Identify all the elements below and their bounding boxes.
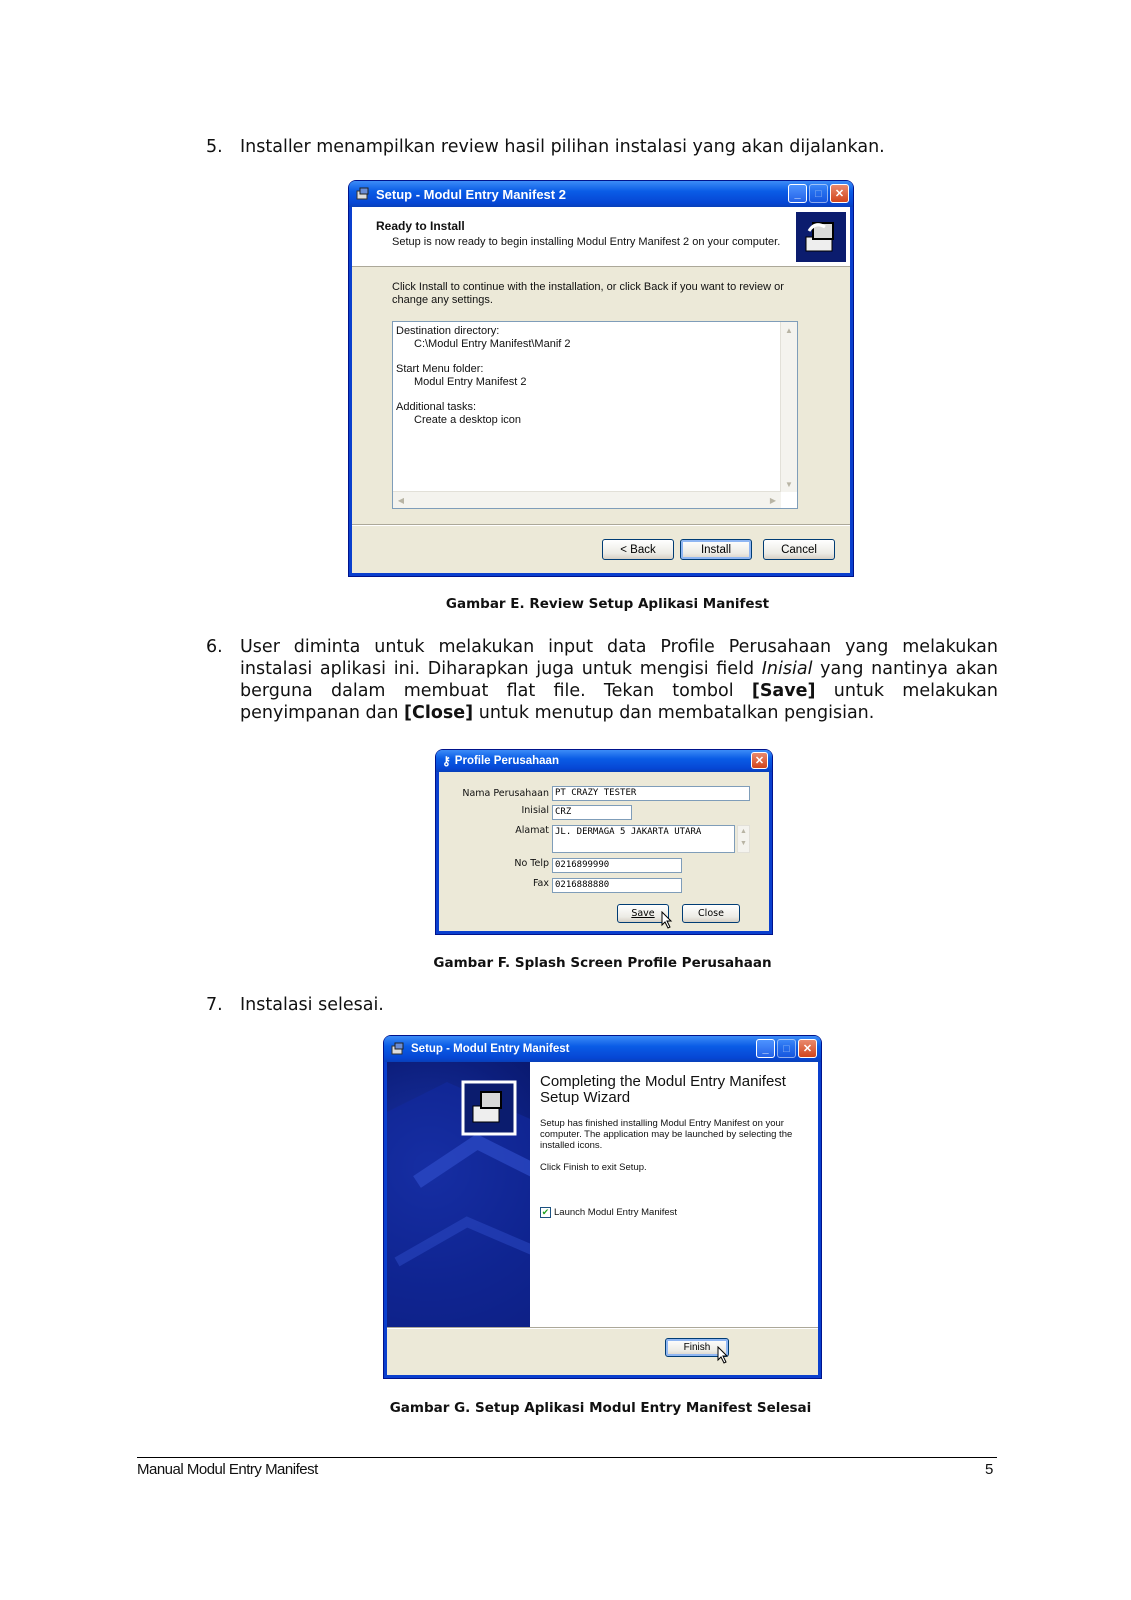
alamat-scrollbar[interactable]: ▲ ▼: [737, 825, 750, 853]
footer-title: Manual Modul Entry Manifest: [137, 1461, 318, 1478]
mouse-cursor-icon: [717, 1346, 729, 1364]
launch-checkbox-row[interactable]: [540, 1207, 677, 1218]
wizard-graphic-icon: [387, 1062, 530, 1327]
alamat-input[interactable]: JL. DERMAGA 5 JAKARTA UTARA: [552, 825, 735, 853]
maximize-button[interactable]: □: [777, 1039, 796, 1058]
menu-label: Start Menu folder:: [396, 363, 484, 375]
wizard-content: [530, 1062, 818, 1327]
nama-label: Nama Perusahaan: [462, 788, 549, 799]
save-term: [Save]: [751, 681, 816, 701]
step-text: Installer menampilkan review hasil pilihan instalasi yang akan dijalankan.: [240, 137, 885, 157]
setup-icon: [390, 1041, 406, 1057]
mouse-cursor-icon: [661, 911, 673, 929]
step-number: 5.: [206, 137, 223, 157]
scroll-left-icon[interactable]: ◀: [397, 495, 405, 505]
caption-f: Gambar F. Splash Screen Profile Perusahaan: [433, 955, 772, 971]
close-button[interactable]: ✕: [798, 1039, 817, 1058]
footer-rule: [137, 1457, 997, 1458]
horizontal-scrollbar[interactable]: [393, 491, 781, 508]
intro-text: Click Install to continue with the installation, or click Back if you want to review or change any settings.: [392, 281, 784, 306]
close-form-button[interactable]: Close: [682, 904, 740, 923]
minimize-button[interactable]: _: [756, 1039, 775, 1058]
close-button[interactable]: ✕: [751, 752, 768, 769]
step-number: 7.: [206, 995, 223, 1015]
vertical-scrollbar[interactable]: [780, 322, 797, 492]
window-title: Setup - Modul Entry Manifest 2: [376, 186, 566, 202]
scroll-right-icon[interactable]: ▶: [769, 495, 777, 505]
launch-checkbox-label: Launch Modul Entry Manifest: [554, 1207, 678, 1218]
inisial-label: Inisial: [521, 805, 549, 816]
wizard-side-image: [387, 1062, 530, 1327]
title-bar: [384, 1036, 821, 1062]
scroll-down-icon[interactable]: ▼: [785, 479, 793, 489]
profile-perusahaan-window: [436, 750, 772, 934]
divider: [387, 1327, 818, 1329]
caption-g: Gambar G. Setup Aplikasi Modul Entry Manifest Selesai: [389, 1400, 812, 1416]
finish-instruction: Click Finish to exit Setup.: [540, 1162, 647, 1173]
nama-perusahaan-input[interactable]: PT CRAZY TESTER: [552, 786, 750, 801]
step-number: 6.: [206, 637, 223, 657]
inisial-term: Inisial: [761, 659, 813, 679]
launch-checkbox[interactable]: ✔: [541, 1207, 550, 1217]
inisial-input[interactable]: CRZ: [552, 805, 632, 820]
dest-value: C:\Modul Entry Manifest\Manif 2: [414, 338, 571, 350]
no-telp-input[interactable]: 0216899990: [552, 858, 682, 873]
back-button[interactable]: < Back: [602, 539, 674, 560]
tasks-value: Create a desktop icon: [414, 414, 522, 426]
completion-heading: Completing the Modul Entry Manifest Setup Wizard: [540, 1073, 786, 1106]
key-icon: ⚷: [442, 754, 451, 768]
menu-value: Modul Entry Manifest 2: [414, 376, 527, 388]
step-text: User diminta untuk melakukan input data Profile Perusahaan yang melakukan instalasi aplikasi ini. Diharapkan juga untuk mengisi field Inisial yang nantinya akan berguna dalam membuat flat file. Tekan tombol [Save] untuk melakukan penyimpanan dan [Close] untuk menutup dan membatalkan pengisian.: [240, 637, 998, 723]
tasks-label: Additional tasks:: [396, 401, 477, 413]
dest-label: Destination directory:: [396, 325, 500, 337]
setup-ready-window: [349, 181, 853, 576]
finish-button[interactable]: Finish: [665, 1338, 729, 1357]
fax-input[interactable]: 0216888880: [552, 878, 682, 893]
close-button[interactable]: ✕: [830, 184, 849, 203]
setup-icon: [355, 186, 371, 202]
cancel-button[interactable]: Cancel: [763, 539, 835, 560]
step-text: Instalasi selesai.: [240, 995, 384, 1015]
maximize-button[interactable]: □: [809, 184, 828, 203]
wizard-computer-icon: [796, 212, 846, 262]
review-memo[interactable]: [392, 321, 798, 509]
telp-label: No Telp: [514, 858, 549, 869]
caption-e: Gambar E. Review Setup Aplikasi Manifest: [445, 596, 770, 612]
fax-label: Fax: [532, 878, 549, 889]
minimize-button[interactable]: _: [788, 184, 807, 203]
setup-complete-window: [384, 1036, 821, 1378]
divider: [352, 524, 850, 526]
page-title: Ready to Install: [376, 219, 465, 233]
title-bar: [349, 181, 853, 207]
completion-body: Setup has finished installing Modul Entry Manifest on your computer. The application may be launched by selecting the installed icons.: [540, 1118, 793, 1151]
alamat-label: Alamat: [515, 825, 549, 836]
save-button[interactable]: Save: [617, 904, 669, 923]
page-subtitle: Setup is now ready to begin installing Modul Entry Manifest 2 on your computer.: [392, 236, 781, 248]
close-term: [Close]: [404, 703, 474, 723]
scroll-up-icon[interactable]: ▲: [785, 325, 793, 335]
install-button[interactable]: Install: [680, 539, 752, 560]
title-bar: [436, 750, 772, 772]
window-title: Profile Perusahaan: [454, 755, 559, 767]
wizard-header: [352, 207, 850, 267]
window-title: Setup - Modul Entry Manifest: [411, 1043, 570, 1055]
page-number: 5: [985, 1461, 994, 1478]
